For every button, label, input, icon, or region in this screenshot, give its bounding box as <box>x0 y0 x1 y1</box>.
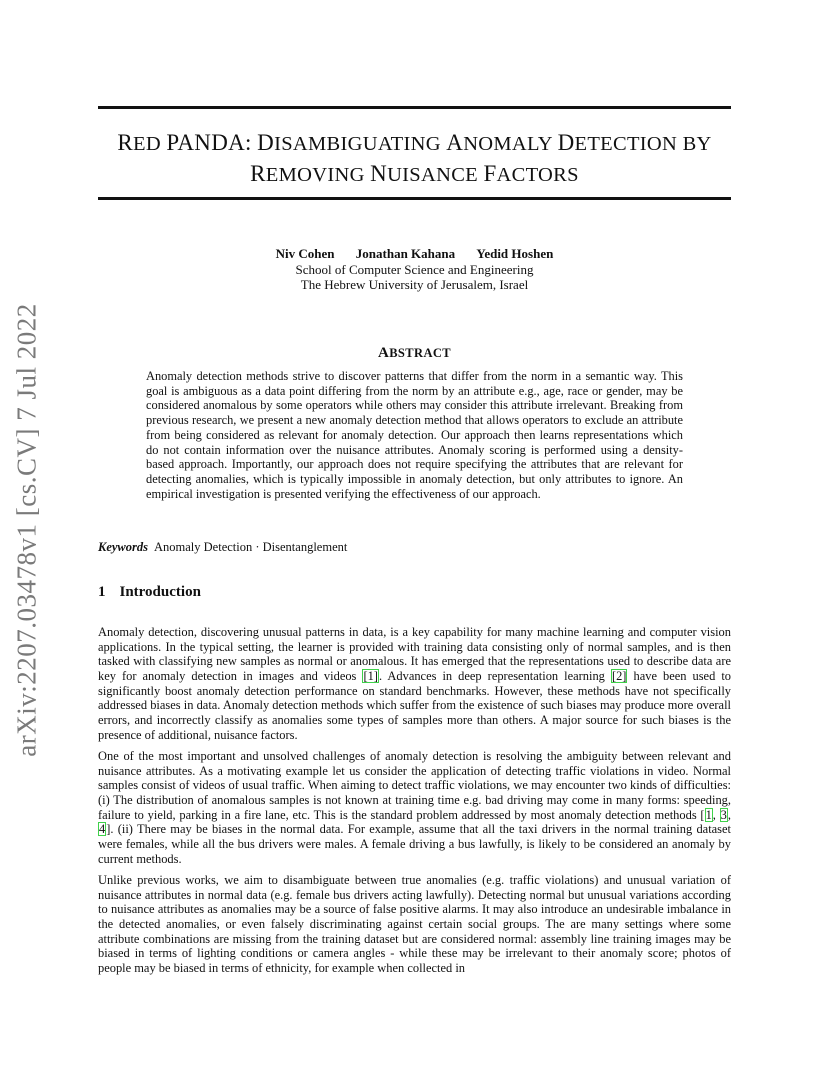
paragraph-1 <box>98 625 731 742</box>
paragraph-text: , <box>727 807 731 822</box>
abstract-heading <box>98 345 731 362</box>
author-name: Niv Cohen <box>275 246 335 261</box>
paragraph-text: have been used to significantly boost anomaly detection performance on standard benchmarks. However, these methods have not specifically addressed biases in data. Anomaly detection methods which suffer from the existence of such biases may produce more overall errors, and incorrectly classify as anomalies some types of samples more than others. A major source for such biases is the presence of additional, nuisance factors. <box>98 668 731 742</box>
title-word <box>257 130 441 155</box>
title-word-cap: D <box>257 130 275 155</box>
author-name: Yedid Hoshen <box>476 246 554 261</box>
title-word <box>250 161 365 186</box>
paragraph-text: . Advances in deep representation learning <box>378 668 611 683</box>
title-word-rest: ED <box>133 133 161 155</box>
title-word <box>483 161 579 186</box>
title-word-rest: ISAMBIGUATING <box>274 133 441 155</box>
affiliation-line: The Hebrew University of Jerusalem, Israel <box>300 277 529 292</box>
keywords-label: Keywords <box>98 540 148 554</box>
title-word-rest: UISANCE <box>387 164 478 186</box>
abstract-heading-rest: BSTRACT <box>389 346 452 360</box>
title-word-rest: EMOVING <box>265 164 365 186</box>
title-word-cap: F <box>483 161 497 186</box>
paragraph-text: ]. (ii) There may be biases in the normal data. For example, assume that all the taxi drivers in the normal training dataset were females, while all the bus drivers were males. A female driving a bus lawfully, is likely to be considered an anomaly by current methods. <box>98 822 731 866</box>
title-word-rest: BY <box>682 133 712 155</box>
title-bottom-rule <box>98 197 731 200</box>
paragraph-text: , <box>712 807 720 822</box>
title-word <box>683 133 712 155</box>
author-names <box>98 246 731 262</box>
paper-title <box>98 128 731 190</box>
arxiv-side-identifier <box>2 300 52 760</box>
title-word-cap: N <box>370 161 388 186</box>
paragraph-text: One of the most important and unsolved challenges of anomaly detection is resolving the ambiguity between relevant and nuisance attributes. As a motivating example let us consider the application of detecting traffic violations in video. Normal samples consist of videos of usual traffic. When aiming to detect traffic violations, we may encounter two kinds of difficulties: (i) The distribution of anomalous samples is not known at training time e.g. bad driving may come in many forms: speeding, failure to yield, parking in a fire lane, etc. This is the standard problem addressed by most anomaly detection methods [ <box>98 749 731 822</box>
title-word-rest: ACTORS <box>496 164 579 186</box>
title-word-cap: A <box>446 130 464 155</box>
title-word-cap: D <box>557 130 575 155</box>
abstract-heading-cap: A <box>377 345 390 361</box>
title-line-2 <box>98 159 731 190</box>
title-word-cap: R <box>250 161 266 186</box>
paragraph-text: Unlike previous works, we aim to disambiguate between true anomalies (e.g. traffic violations) and unusual variation of nuisance attributes in normal data (e.g. female bus drivers acting lawfully). Detecting normal but unusual variations according to nuisance attributes as anomalies may be a source of false positive alarms. It may also introduce an undesirable imbalance in the detected anomalies, or even falsely discriminating against certain social groups. The are many settings where some attribute combinations are missing from the training dataset but are considered normal: assembly line training images may be biased in terms of lighting conditions or camera angles - while these may be irrelevant to their anomaly score; photos of people may be biased in terms of ethnicity, for example when collected in <box>98 873 731 975</box>
title-word <box>166 130 252 155</box>
citation-link[interactable]: 1 <box>705 807 712 822</box>
title-word <box>370 161 478 186</box>
title-word <box>117 130 161 155</box>
title-top-rule <box>98 106 731 109</box>
affiliation-line: School of Computer Science and Engineering <box>295 261 534 277</box>
title-word-rest: NOMALY <box>463 133 553 155</box>
title-word-rest: ETECTION <box>574 133 678 155</box>
citation-link[interactable]: 3 <box>720 807 727 822</box>
paragraph-text: Anomaly detection, discovering unusual patterns in data, is a key capability for many machine learning and computer vision applications. In the typical setting, the learner is provided with training data consisting only of normal samples, and is then tasked with classifying new samples as normal or anomalous. It has emerged that the representations used to describe data are key for anomaly detection in images and videos <box>98 625 731 683</box>
title-word <box>446 130 553 155</box>
section-title: Introduction <box>119 584 201 600</box>
title-word <box>557 130 678 155</box>
citation-link[interactable]: [2] <box>611 668 627 683</box>
section-number: 1 <box>98 584 106 600</box>
section-heading-introduction <box>98 584 201 601</box>
paragraph-2 <box>98 749 731 866</box>
arxiv-id-text: arXiv:2207.03478v1 [cs.CV] 7 Jul 2022 <box>11 303 42 757</box>
author-block <box>98 246 731 293</box>
abstract-text: Anomaly detection methods strive to discover patterns that differ from the norm in a semantic way. This goal is ambiguous as a data point differing from the norm by an attribute e.g., age, race or gender, may be considered anomalous by some operators while others may consider this attribute irrelevant. Breaking from previous research, we present a new anomaly detection method that allows operators to exclude an attribute from being considered as relevant for anomaly detection. Our approach then learns representations which do not contain information over the nuisance attributes. Anomaly scoring is performed using a density-based approach. Importantly, our approach does not require specifying the attributes that are relevant for detecting anomalies, which is typically impossible in anomaly detection, but only attributes to ignore. An empirical investigation is presented verifying the effectiveness of our approach. <box>146 369 683 501</box>
citation-link[interactable]: 4 <box>99 822 106 837</box>
citation-link[interactable]: [1] <box>363 668 378 683</box>
title-word-cap: R <box>117 130 134 155</box>
keywords-text: Anomaly Detection · Disentanglement <box>154 540 348 554</box>
title-word-cap: PANDA: <box>166 130 252 155</box>
keywords-line <box>98 540 347 555</box>
author-name: Jonathan Kahana <box>355 246 456 261</box>
paragraph-3 <box>98 873 731 976</box>
title-line-1 <box>98 128 731 159</box>
